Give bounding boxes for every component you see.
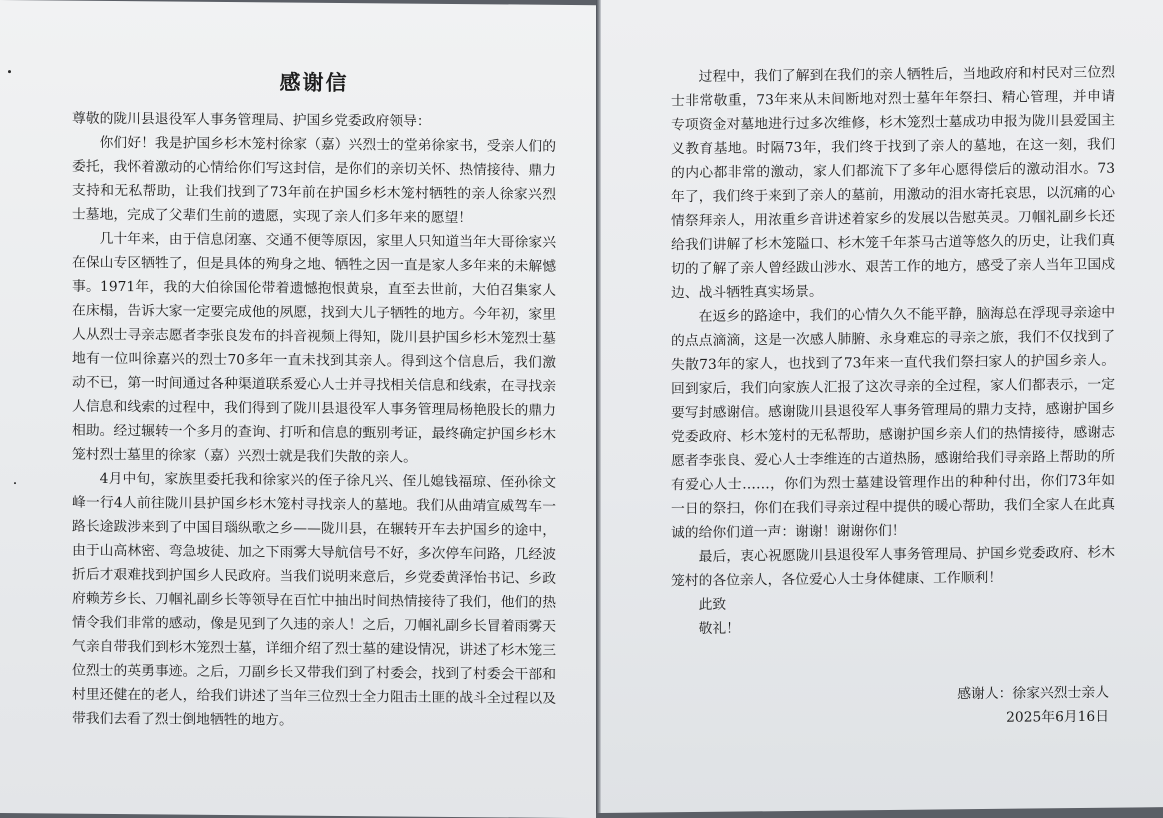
paper-speck	[8, 70, 11, 73]
closing-respect: 敬礼！	[698, 620, 740, 637]
right-page	[601, 0, 1163, 813]
paragraph-left-3: 4月中旬，家族里委托我和徐家兴的侄子徐凡兴、侄儿媳钱福琼、侄孙徐文峰一行4人前往陇川县护国乡杉木笼村寻找亲人的墓地。我们从曲靖宣威驾车一路长途跋涉来到了中国目瑙纵歌之乡——陇川县，在辗转开车去护国乡的途中，由于山高林密、弯急坡徒、加之下雨雾大导航信号不好，多次停车问路，几经波折后才艰难找到护国乡人民政府。当我们说明来意后，乡党委黄泽怡书记、乡政府赖芳乡长、刀帼礼副乡长等领导在百忙中抽出时间热情接待了我们，他们的热情令我们非常的感动，像是见到了久违的亲人！之后，刀帼礼副乡长冒着雨雾天气亲自带我们到杉木笼烈士墓，详细介绍了烈士墓的建设情况，讲述了杉木笼三位烈士的英勇事迹。之后，刀副乡长又带我们到了村委会，找到了村委会干部和村里还健在的老人，给我们讲述了当年三位烈士全力阻击土匪的战斗全过程以及带我们去看了烈士倒地牺牲的地方。	[72, 470, 556, 729]
paragraph-right-2: 在返乡的路途中，我们的心情久久不能平静，脑海总在浮现寻亲途中的点点滴滴，这是一次感人肺腑、永身难忘的寻亲之旅，我们不仅找到了失散73年的家人，也找到了73年来一直代我们祭扫家人的护国乡亲人。回到家后，我们向家族人汇报了这次寻亲的全过程，家人们都表示，一定要写封感谢信。感谢陇川县退役军人事务管理局的鼎力支持，感谢护国乡党委政府、杉木笼村的无私帮助，感谢护国乡亲人们的热情接待，感谢志愿者李张良、爱心人士李维连的古道热肠，感谢给我们寻亲路上帮助的所有爱心人士……，你们为烈士墓建设管理作出的种种付出，你们73年如一日的祭扫，你们在我们寻亲过程中提供的暖心帮助，我们全家人在此真诚的给你们道一声：谢谢！谢谢你们！	[671, 304, 1115, 542]
paragraph-right-3: 最后，衷心祝愿陇川县退役军人事务管理局、护国乡党委政府、杉木笼村的各位亲人，各位爱心人士身体健康、工作顺利！	[671, 544, 1115, 590]
closing-salute: 此致	[698, 596, 727, 613]
signature: 感谢人：徐家兴烈士亲人	[957, 684, 1109, 703]
letter-date: 2025年6月16日	[1006, 708, 1109, 726]
paragraph-right-1: 过程中，我们了解到在我们的亲人牺牲后，当地政府和村民对三位烈士非常敬重，73年来从未间断地对烈士墓年年祭扫、精心管理，并申请专项资金对墓地进行过多次维修，杉木笼烈士墓成功申报为陇川县爱国主义教育基地。时隔73年，我们终于找到了亲人的墓地，在这一刻，我们的内心都非常的激动，家人们都流下了多年心愿得偿后的激动泪水。73年了，我们终于来到了亲人的墓前，用激动的泪水寄托哀思，以沉痛的心情祭拜亲人，用浓重乡音讲述着家乡的发展以告慰英灵。刀帼礼副乡长还给我们讲解了杉木笼隘口、杉木笼千年茶马古道等悠久的历史，让我们真切的了解了亲人曾经跋山涉水、艰苦工作的地方，感受了亲人当年卫国戍边、战斗牺牲真实场景。	[671, 64, 1115, 302]
signature-block	[671, 681, 1115, 734]
paper-speck	[14, 482, 16, 484]
paragraph-left-1: 你们好！我是护国乡杉木笼村徐家（嘉）兴烈士的堂弟徐家书，受亲人们的委托，我怀着激动的心情给你们写这封信，是你们的亲切关怀、热情接待、鼎力支持和无私帮助，让我们找到了73年前在护国乡杉木笼村牺牲的亲人徐家兴烈士墓地，完成了父辈们生前的遗愿，实现了亲人们多年来的愿望！	[72, 134, 556, 227]
letter-title: 感谢信	[279, 69, 349, 96]
salutation: 尊敬的陇川县退役军人事务管理局、护国乡党委政府领导：	[72, 110, 431, 130]
paragraph-left-2: 几十年来，由于信息闭塞、交通不便等原因，家里人只知道当年大哥徐家兴在保山专区牺牲了，但是具体的殉身之地、牺牲之因一直是家人多年来的未解憾事。1971年，我的大伯徐国伦带着遗憾抱恨黄泉，直至去世前，大伯召集家人在床榻，告诉大家一定要完成他的夙愿，找到大儿子牺牲的地方。今年初，家里人从烈士寻亲志愿者李张良发布的抖音视频上得知，陇川县护国乡杉木笼烈士墓地有一位叫徐嘉兴的烈士70多年一直未找到其亲人。得到这个信息后，我们激动不已，第一时间通过各种渠道联系爱心人士并寻找相关信息和线索，在寻找亲人信息和线索的过程中，我们得到了陇川县退役军人事务管理局杨艳股长的鼎力相助。经过辗转一个多月的查询、打听和信息的甄别考证，最终确定护国乡杉木笼村烈士墓里的徐家（嘉）兴烈士就是我们失散的亲人。	[72, 230, 556, 466]
